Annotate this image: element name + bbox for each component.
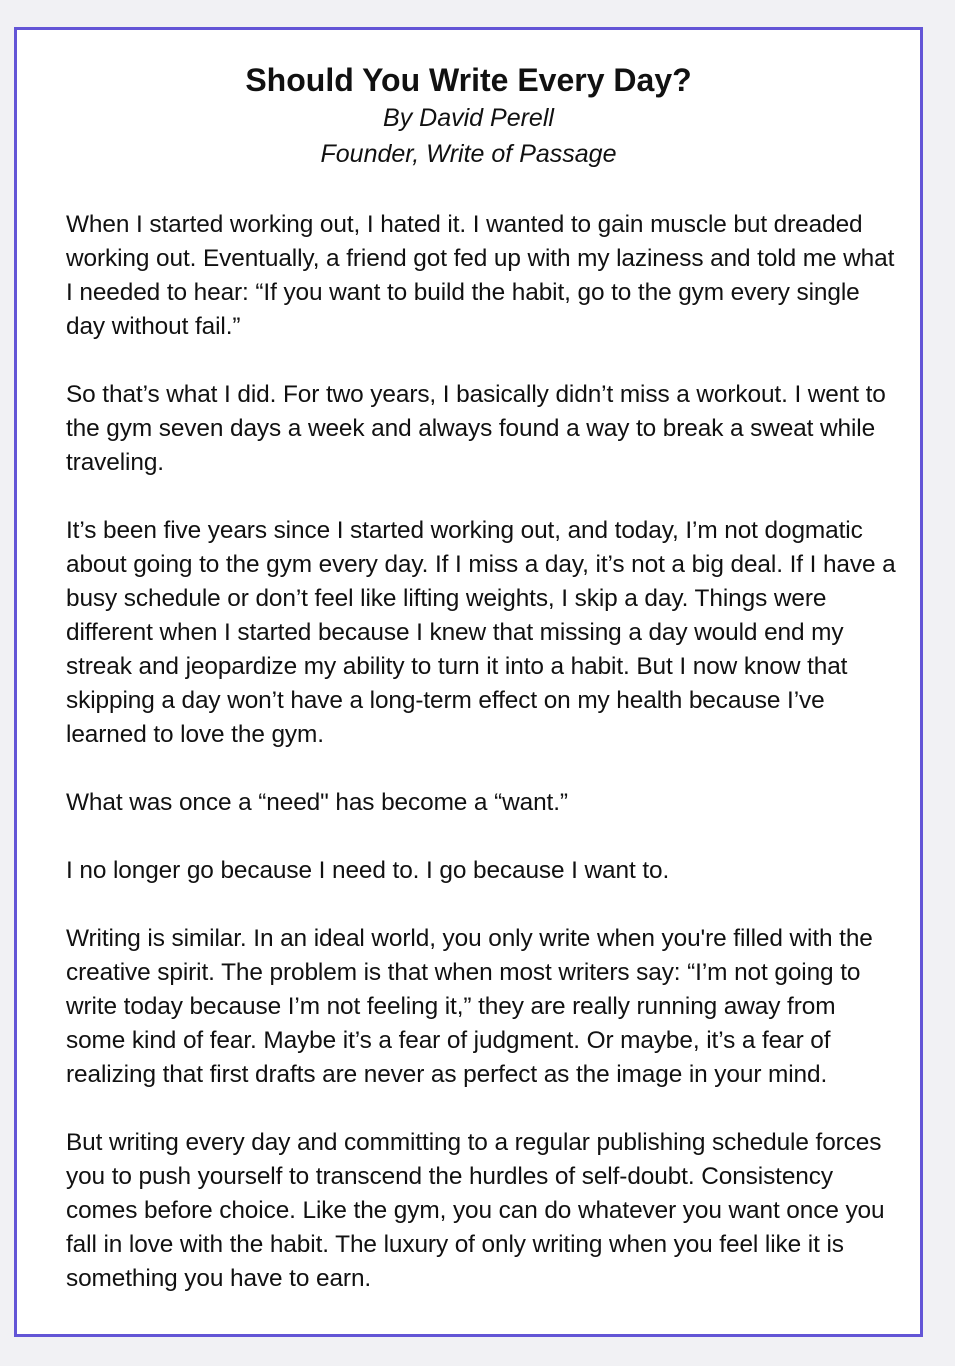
article-author: By David Perell	[383, 104, 554, 132]
document-page	[14, 27, 923, 1337]
paragraph-7: But writing every day and committing to a regular publishing schedule forces you to push yourself to transcend the hurdles of self-doubt. Consistency comes before choice. Like the gym, you can do whatever you want once you fall in love with the habit. The luxury of only writing when you feel like it is something you have to earn.	[66, 1129, 885, 1292]
article-body	[66, 208, 896, 1296]
article-title: Should You Write Every Day?	[245, 62, 692, 98]
paragraph-6: Writing is similar. In an ideal world, you only write when you're filled with the creative spirit. The problem is that when most writers say: “I’m not going to write today because I’m not feeling it,” they are really running away from some kind of fear. Maybe it’s a fear of judgment. Or maybe, it’s a fear of realizing that first drafts are never as perfect as the image in your mind.	[66, 925, 873, 1088]
paragraph-1: When I started working out, I hated it. I wanted to gain muscle but dreaded working out. Eventually, a friend got fed up with my laziness and told me what I needed to hear: “If you want to build the habit, go to the gym every single day without fail.”	[66, 211, 895, 340]
article-author-role: Founder, Write of Passage	[320, 140, 617, 168]
paragraph-5: I no longer go because I need to. I go because I want to.	[66, 857, 670, 884]
paragraph-2: So that’s what I did. For two years, I basically didn’t miss a workout. I went to the gym seven days a week and always found a way to break a sweat while traveling.	[66, 381, 886, 476]
article-header	[17, 60, 920, 172]
paragraph-3: It’s been five years since I started working out, and today, I’m not dogmatic about going to the gym every day. If I miss a day, it’s not a big deal. If I have a busy schedule or don’t feel like lifting weights, I skip a day. Things were different when I started because I knew that missing a day would end my streak and jeopardize my ability to turn it into a habit. But I now know that skipping a day won’t have a long-term effect on my health because I’ve learned to love the gym.	[66, 517, 896, 748]
paragraph-4: What was once a “need" has become a “want.”	[66, 789, 568, 816]
